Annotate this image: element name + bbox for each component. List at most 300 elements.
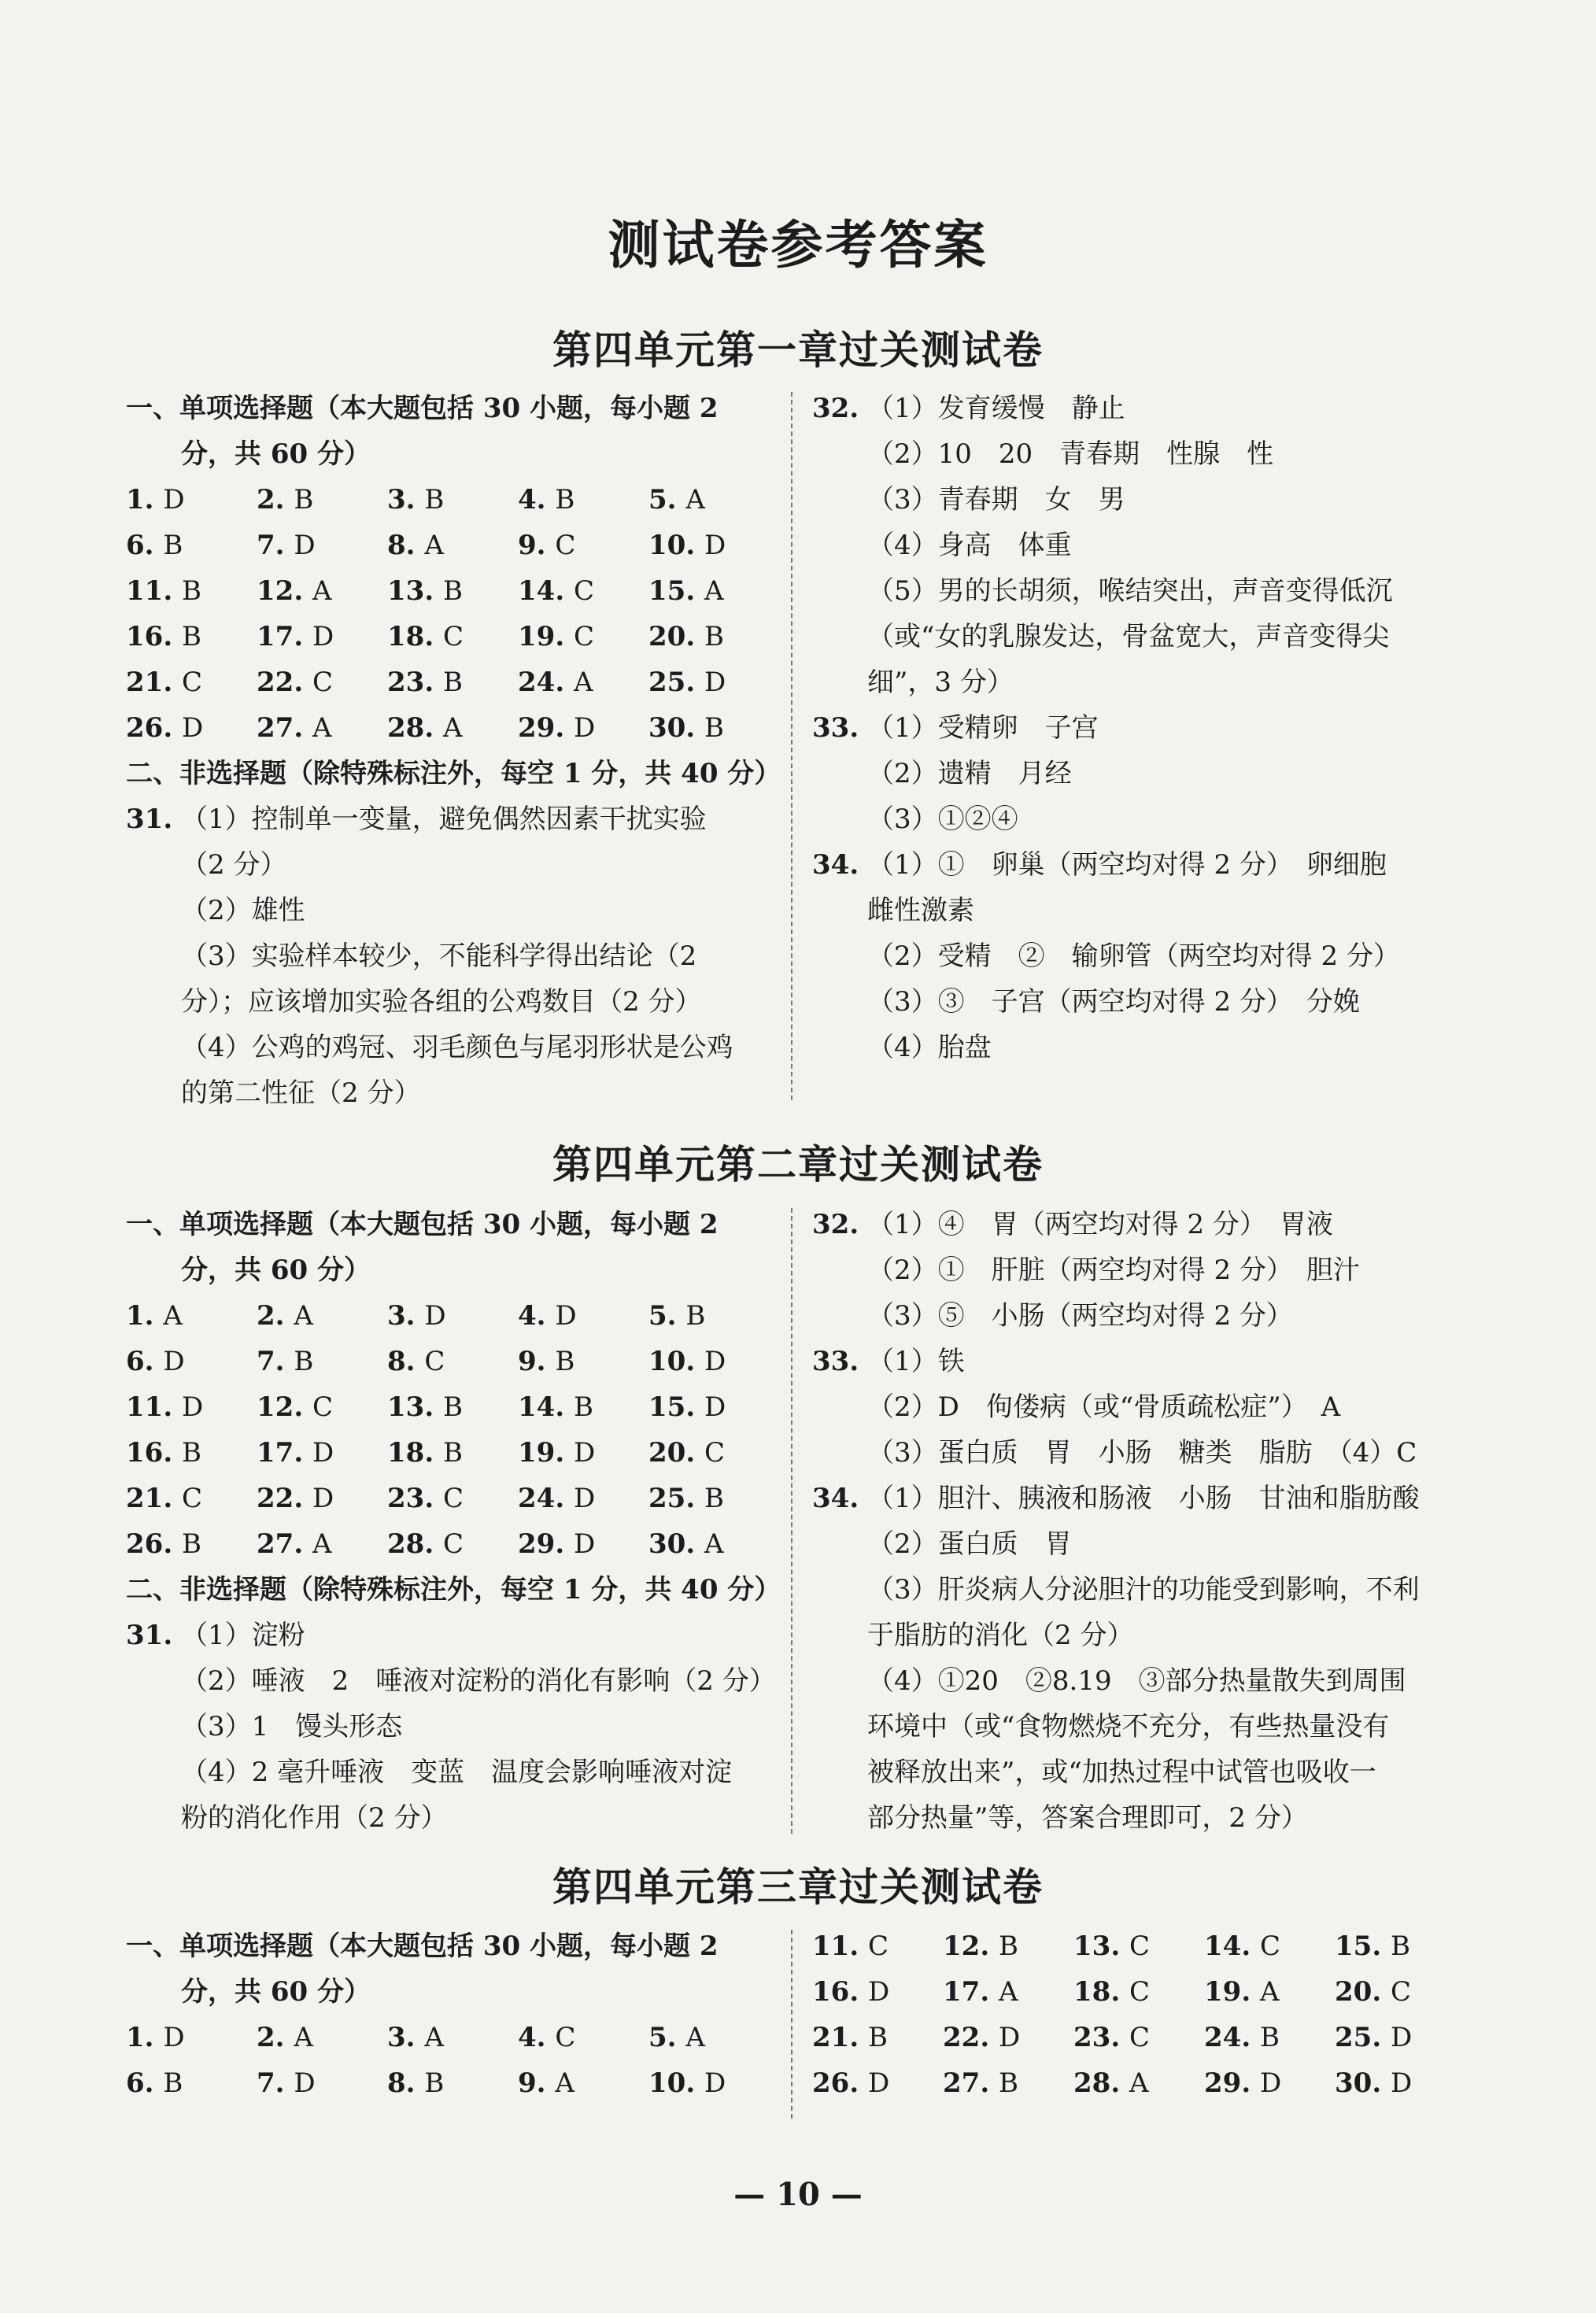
question-number: 27. bbox=[257, 1528, 312, 1560]
answer-cell bbox=[387, 568, 518, 614]
answer-line bbox=[812, 1521, 1470, 1567]
answer-line bbox=[812, 523, 1470, 568]
nonmc-header: 二、非选择题（除特殊标注外，每空 1 分，共 40 分） bbox=[126, 1574, 781, 1605]
question-number: 5. bbox=[648, 1300, 686, 1332]
section-2-right-column bbox=[812, 1202, 1470, 1841]
question-number: 26. bbox=[126, 712, 182, 744]
answer-letter: B bbox=[424, 2067, 445, 2099]
answer-line bbox=[812, 1293, 1470, 1339]
answer-letter: B bbox=[443, 667, 463, 698]
answer-cell bbox=[126, 1521, 257, 1567]
question-number: 34. bbox=[812, 1483, 859, 1514]
answer-letter: D bbox=[294, 2067, 316, 2099]
answer-cell bbox=[1073, 1923, 1204, 1969]
question-number: 27. bbox=[943, 2067, 999, 2099]
answer-line bbox=[812, 751, 1470, 796]
question-number: 14. bbox=[518, 575, 574, 607]
question-number: 27. bbox=[257, 712, 312, 744]
answer-cell bbox=[518, 523, 648, 568]
answer-letter: B bbox=[555, 1346, 575, 1377]
answer-cell bbox=[387, 660, 518, 705]
question-number: 29. bbox=[518, 1528, 574, 1560]
question-number: 19. bbox=[518, 1437, 574, 1469]
answer-text: 的第二性征（2 分） bbox=[181, 1077, 421, 1109]
answer-cell bbox=[648, 1384, 779, 1430]
question-number: 25. bbox=[648, 667, 704, 698]
answer-line bbox=[812, 477, 1470, 523]
answer-line bbox=[812, 431, 1470, 477]
answer-text: （1）铁 bbox=[867, 1346, 965, 1377]
question-number: 19. bbox=[1204, 1976, 1260, 2008]
column-divider bbox=[791, 1208, 792, 1834]
answer-letter: A bbox=[312, 575, 332, 607]
answer-cell bbox=[518, 2060, 648, 2106]
question-number: 7. bbox=[257, 530, 294, 561]
answer-letter: C bbox=[312, 1391, 334, 1423]
answer-cell bbox=[943, 1923, 1073, 1969]
answer-letter: C bbox=[443, 1528, 464, 1560]
answer-letter: B bbox=[163, 2067, 183, 2099]
answer-cell bbox=[257, 1430, 387, 1476]
answer-cell bbox=[387, 1521, 518, 1567]
answer-line bbox=[812, 796, 1470, 842]
answer-letter: C bbox=[704, 1437, 726, 1469]
question-number: 8. bbox=[387, 1346, 425, 1377]
answer-cell bbox=[518, 1430, 648, 1476]
question-number: 9. bbox=[518, 1346, 556, 1377]
answer-line bbox=[126, 1704, 779, 1750]
question-number: 11. bbox=[126, 575, 182, 607]
answer-letter: C bbox=[555, 2022, 576, 2053]
answer-cell bbox=[257, 1521, 387, 1567]
answer-letter: D bbox=[1260, 2067, 1282, 2099]
question-number: 25. bbox=[648, 1483, 704, 1514]
question-number: 32. bbox=[812, 393, 859, 424]
question-number: 17. bbox=[257, 1437, 312, 1469]
question-number: 10. bbox=[648, 530, 704, 561]
question-number: 1. bbox=[126, 1300, 164, 1332]
answer-cell bbox=[943, 1969, 1073, 2015]
answer-cell bbox=[648, 660, 779, 705]
answer-cell bbox=[257, 660, 387, 705]
answer-letter: D bbox=[163, 1346, 185, 1377]
answer-line bbox=[126, 1658, 779, 1704]
answer-cell bbox=[518, 1293, 648, 1339]
question-number: 5. bbox=[648, 484, 686, 515]
answer-letter: C bbox=[1129, 1976, 1151, 2008]
question-number: 20. bbox=[648, 1437, 704, 1469]
answer-cell bbox=[387, 477, 518, 523]
answer-letter: D bbox=[182, 712, 204, 744]
document-title: 测试卷参考答案 bbox=[608, 214, 988, 275]
page-number: — 10 — bbox=[733, 2176, 863, 2213]
question-number: 31. bbox=[126, 804, 173, 835]
answer-letter: D bbox=[312, 1437, 334, 1469]
question-number: 15. bbox=[648, 1391, 704, 1423]
answer-line bbox=[812, 979, 1470, 1025]
answer-cell bbox=[126, 1293, 257, 1339]
question-number: 34. bbox=[812, 849, 859, 881]
question-number: 33. bbox=[812, 712, 859, 744]
answer-cell bbox=[518, 1339, 648, 1384]
question-number: 17. bbox=[257, 621, 312, 652]
section-1-left-column bbox=[126, 386, 779, 1116]
question-number: 18. bbox=[387, 621, 443, 652]
answer-line bbox=[126, 888, 779, 933]
answer-text: 粉的消化作用（2 分） bbox=[181, 1802, 448, 1834]
answer-line bbox=[812, 1476, 1470, 1521]
answer-letter: C bbox=[182, 1483, 203, 1514]
question-number: 18. bbox=[1073, 1976, 1129, 2008]
answer-letter: A bbox=[704, 575, 724, 607]
question-number: 6. bbox=[126, 2067, 164, 2099]
answer-lines bbox=[126, 1613, 779, 1841]
question-number: 2. bbox=[257, 484, 294, 515]
question-number: 13. bbox=[387, 575, 443, 607]
answer-cell bbox=[518, 660, 648, 705]
section-3-right-column bbox=[812, 1923, 1470, 2106]
section-2-left-column bbox=[126, 1202, 779, 1841]
answer-cell bbox=[518, 477, 648, 523]
question-number: 1. bbox=[126, 484, 164, 515]
answer-letter: D bbox=[1391, 2067, 1413, 2099]
answer-cell bbox=[1335, 2060, 1465, 2106]
answer-cell bbox=[812, 1969, 943, 2015]
answer-row bbox=[126, 705, 779, 751]
answer-letter: A bbox=[312, 712, 332, 744]
question-number: 26. bbox=[812, 2067, 868, 2099]
question-number: 1. bbox=[126, 2022, 164, 2053]
answer-letter: B bbox=[424, 484, 445, 515]
answer-cell bbox=[812, 2060, 943, 2106]
answer-cell bbox=[648, 1293, 779, 1339]
answer-text: （1）受精卵 子宫 bbox=[867, 712, 1099, 744]
question-number: 23. bbox=[387, 667, 443, 698]
answer-text: 环境中（或“食物燃烧不充分，有些热量没有 bbox=[867, 1711, 1390, 1742]
question-number: 3. bbox=[387, 484, 425, 515]
answer-text: （2）雄性 bbox=[181, 895, 305, 926]
answer-row bbox=[126, 1339, 779, 1384]
column-divider bbox=[791, 392, 792, 1100]
question-number: 31. bbox=[126, 1620, 173, 1651]
question-number: 25. bbox=[1335, 2022, 1391, 2053]
answer-grid bbox=[126, 2015, 779, 2106]
answer-row bbox=[812, 1923, 1470, 1969]
answer-line bbox=[812, 386, 1470, 431]
answer-cell bbox=[257, 614, 387, 660]
answer-cell bbox=[812, 2015, 943, 2060]
question-number: 20. bbox=[1335, 1976, 1391, 2008]
question-number: 6. bbox=[126, 530, 164, 561]
answer-letter: D bbox=[312, 621, 334, 652]
answer-text: （3）⑤ 小肠（两空均对得 2 分） bbox=[867, 1300, 1293, 1332]
answer-cell bbox=[518, 1384, 648, 1430]
answer-row bbox=[812, 2015, 1470, 2060]
answer-text: （1）淀粉 bbox=[181, 1620, 305, 1651]
answer-cell bbox=[257, 568, 387, 614]
answer-letter: D bbox=[555, 1300, 577, 1332]
answer-line bbox=[812, 1202, 1470, 1247]
answer-letter: A bbox=[424, 2022, 444, 2053]
answer-cell bbox=[648, 477, 779, 523]
answer-row bbox=[126, 568, 779, 614]
answer-line bbox=[812, 842, 1470, 888]
answer-letter: B bbox=[574, 1391, 593, 1423]
question-number: 30. bbox=[648, 712, 704, 744]
answer-cell bbox=[387, 705, 518, 751]
answer-letter: B bbox=[999, 1931, 1018, 1962]
answer-line bbox=[126, 842, 779, 888]
answer-cell bbox=[257, 2060, 387, 2106]
question-number: 24. bbox=[1204, 2022, 1260, 2053]
answer-letter: B bbox=[704, 1483, 724, 1514]
answer-cell bbox=[257, 1339, 387, 1384]
answer-letter: C bbox=[443, 1483, 464, 1514]
answer-cell bbox=[1335, 1923, 1465, 1969]
answer-text: （1）① 卵巢（两空均对得 2 分） 卵细胞 bbox=[867, 849, 1387, 881]
question-number: 7. bbox=[257, 1346, 294, 1377]
answer-line bbox=[126, 796, 779, 842]
question-number: 4. bbox=[518, 484, 556, 515]
mc-header-cont: 分，共 60 分） bbox=[181, 1976, 371, 2008]
answer-letter: D bbox=[704, 667, 726, 698]
answer-letter: C bbox=[182, 667, 203, 698]
answer-cell bbox=[648, 614, 779, 660]
answer-letter: C bbox=[443, 621, 464, 652]
question-number: 21. bbox=[126, 1483, 182, 1514]
answer-letter: D bbox=[574, 1528, 596, 1560]
answer-text: （4）2 毫升唾液 变蓝 温度会影响唾液对淀 bbox=[181, 1757, 733, 1788]
answer-cell bbox=[387, 1384, 518, 1430]
question-number: 5. bbox=[648, 2022, 686, 2053]
question-number: 22. bbox=[943, 2022, 999, 2053]
answer-cell bbox=[648, 705, 779, 751]
answer-letter: C bbox=[1129, 1931, 1151, 1962]
answer-cell bbox=[648, 1339, 779, 1384]
answer-letter: A bbox=[574, 667, 593, 698]
answer-cell bbox=[648, 568, 779, 614]
question-number: 32. bbox=[812, 1209, 859, 1240]
question-number: 28. bbox=[387, 1528, 443, 1560]
question-number: 9. bbox=[518, 530, 556, 561]
answer-letter: B bbox=[868, 2022, 888, 2053]
answer-letter: C bbox=[574, 621, 595, 652]
answer-letter: D bbox=[999, 2022, 1021, 2053]
question-number: 16. bbox=[126, 1437, 182, 1469]
answer-text: （1）④ 胃（两空均对得 2 分） 胃液 bbox=[867, 1209, 1333, 1240]
answer-letter: A bbox=[999, 1976, 1018, 2008]
answer-text: （3）1 馒头形态 bbox=[181, 1711, 403, 1742]
question-number: 14. bbox=[518, 1391, 574, 1423]
answer-cell bbox=[518, 1476, 648, 1521]
question-number: 30. bbox=[1335, 2067, 1391, 2099]
answer-text: （3）肝炎病人分泌胆汁的功能受到影响，不利 bbox=[867, 1574, 1420, 1605]
question-number: 13. bbox=[387, 1391, 443, 1423]
answer-letter: B bbox=[294, 484, 314, 515]
answer-text: （2）① 肝脏（两空均对得 2 分） 胆汁 bbox=[867, 1254, 1360, 1286]
answer-letter: C bbox=[555, 530, 576, 561]
question-number: 30. bbox=[648, 1528, 704, 1560]
answer-line bbox=[812, 1384, 1470, 1430]
answer-row bbox=[126, 1476, 779, 1521]
question-number: 3. bbox=[387, 2022, 425, 2053]
answer-text: （2）D 佝偻病（或“骨质疏松症”） A bbox=[867, 1391, 1341, 1423]
answer-text: （2 分） bbox=[181, 849, 287, 881]
question-number: 2. bbox=[257, 2022, 294, 2053]
answer-row bbox=[126, 2060, 779, 2106]
mc-header: 一、单项选择题（本大题包括 30 小题，每小题 2 bbox=[126, 393, 719, 424]
answer-cell bbox=[387, 1293, 518, 1339]
answer-cell bbox=[126, 568, 257, 614]
column-divider bbox=[791, 1930, 792, 2119]
answer-cell bbox=[1335, 1969, 1465, 2015]
answer-row bbox=[126, 523, 779, 568]
answer-letter: B bbox=[182, 575, 201, 607]
answer-line bbox=[812, 1750, 1470, 1795]
question-number: 16. bbox=[126, 621, 182, 652]
question-number: 4. bbox=[518, 1300, 556, 1332]
answer-text: （2）唾液 2 唾液对淀粉的消化有影响（2 分） bbox=[181, 1665, 776, 1697]
answer-row bbox=[126, 1384, 779, 1430]
answer-line bbox=[812, 1025, 1470, 1070]
answer-cell bbox=[648, 2015, 779, 2060]
answer-cell bbox=[1073, 1969, 1204, 2015]
answer-letter: B bbox=[443, 1391, 463, 1423]
answer-letter: B bbox=[163, 530, 183, 561]
answer-grid bbox=[126, 477, 779, 751]
answer-cell bbox=[648, 523, 779, 568]
answer-text: （3）③ 子宫（两空均对得 2 分） 分娩 bbox=[867, 986, 1360, 1018]
question-number: 6. bbox=[126, 1346, 164, 1377]
answer-letter: D bbox=[424, 1300, 446, 1332]
answer-line bbox=[812, 1795, 1470, 1841]
answer-letter: D bbox=[574, 1437, 596, 1469]
answer-letter: A bbox=[555, 2067, 574, 2099]
answer-text: （4）公鸡的鸡冠、羽毛颜色与尾羽形状是公鸡 bbox=[181, 1032, 733, 1063]
answer-cell bbox=[648, 2060, 779, 2106]
answer-cell bbox=[1073, 2060, 1204, 2106]
answer-lines bbox=[812, 1202, 1470, 1841]
answer-row bbox=[812, 2060, 1470, 2106]
answer-cell bbox=[126, 705, 257, 751]
section-3-title: 第四单元第三章过关测试卷 bbox=[552, 1864, 1044, 1910]
answer-cell bbox=[126, 614, 257, 660]
answer-text: 细”，3 分） bbox=[867, 667, 1014, 698]
question-number: 24. bbox=[518, 1483, 574, 1514]
answer-line bbox=[812, 1247, 1470, 1293]
answer-letter: B bbox=[704, 712, 724, 744]
answer-letter: D bbox=[704, 530, 726, 561]
answer-letter: B bbox=[294, 1346, 314, 1377]
question-number: 8. bbox=[387, 2067, 425, 2099]
answer-cell bbox=[126, 660, 257, 705]
answer-text: （2）10 20 青春期 性腺 性 bbox=[867, 438, 1274, 470]
answer-line bbox=[812, 614, 1470, 660]
answer-cell bbox=[387, 2015, 518, 2060]
answer-letter: D bbox=[574, 712, 596, 744]
answer-line bbox=[126, 1070, 779, 1116]
answer-letter: A bbox=[294, 2022, 313, 2053]
question-number: 18. bbox=[387, 1437, 443, 1469]
answer-line bbox=[812, 888, 1470, 933]
answer-cell bbox=[257, 705, 387, 751]
answer-text: （2）遗精 月经 bbox=[867, 758, 1072, 789]
answer-lines bbox=[126, 796, 779, 1116]
answer-letter: B bbox=[182, 621, 201, 652]
answer-row bbox=[126, 1293, 779, 1339]
answer-cell bbox=[126, 1384, 257, 1430]
answer-cell bbox=[1073, 2015, 1204, 2060]
answer-line bbox=[126, 933, 779, 979]
answer-cell bbox=[518, 1521, 648, 1567]
answer-letter: A bbox=[685, 2022, 705, 2053]
answer-letter: B bbox=[555, 484, 575, 515]
answer-text: （3）①②④ bbox=[867, 804, 1018, 835]
answer-letter: B bbox=[999, 2067, 1018, 2099]
answer-letter: D bbox=[868, 1976, 890, 2008]
section-1-right-column bbox=[812, 386, 1470, 1070]
answer-letter: B bbox=[182, 1437, 201, 1469]
answer-letter: C bbox=[868, 1931, 889, 1962]
question-number: 10. bbox=[648, 1346, 704, 1377]
answer-cell bbox=[943, 2015, 1073, 2060]
answer-letter: A bbox=[163, 1300, 183, 1332]
answer-line bbox=[812, 705, 1470, 751]
answer-text: （3）实验样本较少，不能科学得出结论（2 bbox=[181, 940, 697, 972]
question-number: 28. bbox=[1073, 2067, 1129, 2099]
answer-letter: A bbox=[685, 484, 705, 515]
question-number: 17. bbox=[943, 1976, 999, 2008]
answer-letter: D bbox=[163, 484, 185, 515]
answer-letter: C bbox=[1260, 1931, 1281, 1962]
answer-text: （1）胆汁、胰液和肠液 小肠 甘油和脂肪酸 bbox=[867, 1483, 1420, 1514]
answer-text: （2）受精 ② 输卵管（两空均对得 2 分） bbox=[867, 940, 1400, 972]
answer-cell bbox=[648, 1430, 779, 1476]
nonmc-header: 二、非选择题（除特殊标注外，每空 1 分，共 40 分） bbox=[126, 758, 781, 789]
answer-letter: D bbox=[1391, 2022, 1413, 2053]
question-number: 15. bbox=[1335, 1931, 1391, 1962]
answer-cell bbox=[126, 1339, 257, 1384]
answer-cell bbox=[387, 1430, 518, 1476]
answer-letter: D bbox=[182, 1391, 204, 1423]
answer-cell bbox=[126, 1430, 257, 1476]
answer-text: 分）；应该增加实验各组的公鸡数目（2 分） bbox=[181, 986, 702, 1018]
answer-letter: B bbox=[443, 1437, 463, 1469]
answer-line bbox=[812, 1658, 1470, 1704]
answer-letter: A bbox=[443, 712, 463, 744]
answer-cell bbox=[257, 2015, 387, 2060]
answer-letter: A bbox=[1129, 2067, 1149, 2099]
answer-text: （4）身高 体重 bbox=[867, 530, 1072, 561]
answer-cell bbox=[518, 568, 648, 614]
answer-cell bbox=[518, 705, 648, 751]
answer-cell bbox=[387, 614, 518, 660]
answer-line bbox=[126, 979, 779, 1025]
answer-letter: B bbox=[685, 1300, 706, 1332]
answer-text: （5）男的长胡须，喉结突出，声音变得低沉 bbox=[867, 575, 1393, 607]
question-number: 7. bbox=[257, 2067, 294, 2099]
question-number: 20. bbox=[648, 621, 704, 652]
section-2-title: 第四单元第二章过关测试卷 bbox=[552, 1141, 1044, 1188]
answer-letter: A bbox=[704, 1528, 724, 1560]
answer-line bbox=[812, 1613, 1470, 1658]
answer-cell bbox=[257, 523, 387, 568]
answer-cell bbox=[1204, 2060, 1335, 2106]
question-number: 13. bbox=[1073, 1931, 1129, 1962]
question-number: 8. bbox=[387, 530, 425, 561]
answer-line bbox=[126, 1613, 779, 1658]
answer-letter: B bbox=[1391, 1931, 1410, 1962]
